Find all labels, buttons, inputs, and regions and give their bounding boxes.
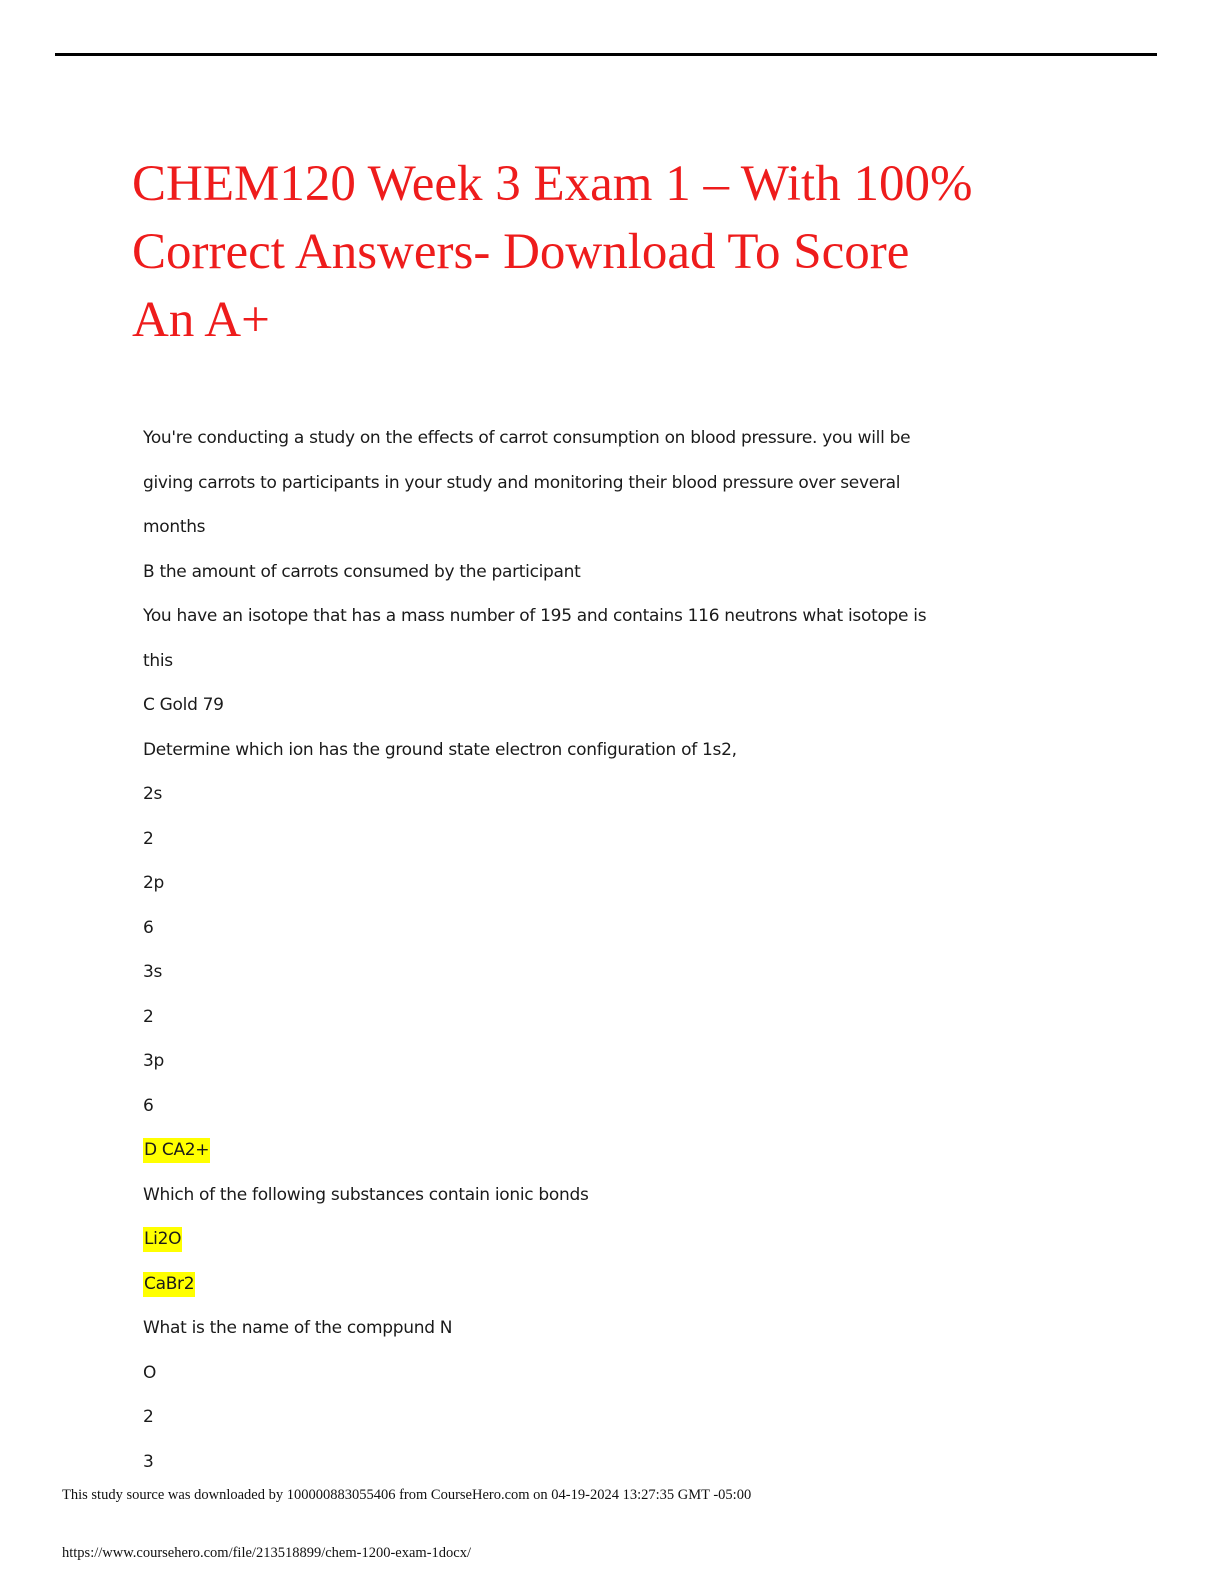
line-text: 3 [143, 1451, 154, 1472]
title-line-2: Correct Answers- Download To Score [132, 224, 910, 280]
line-text: 6 [143, 1095, 154, 1116]
line-text: You have an isotope that has a mass number of 195 and contains 116 neutrons what isotope is [143, 606, 927, 626]
document-line [143, 869, 926, 914]
document-line [143, 558, 926, 603]
top-horizontal-rule [55, 53, 1157, 56]
line-text: O [143, 1362, 157, 1383]
title-line-3: An A+ [132, 292, 270, 348]
question-answer-list [143, 424, 926, 1492]
document-line [143, 1092, 926, 1137]
line-text: Which of the following substances contain ionic bonds [143, 1184, 589, 1205]
line-text: 2 [143, 828, 154, 849]
line-text: You're conducting a study on the effects of carrot consumption on blood pressure. you will be [143, 428, 911, 448]
download-source-notice: This study source was downloaded by 100000883055406 from CourseHero.com on 04-19-2024 13:27:35 GMT -05:00 [62, 1487, 752, 1503]
line-text: 6 [143, 917, 154, 938]
document-line [143, 780, 926, 825]
document-line [143, 424, 926, 469]
document-line [143, 1314, 926, 1359]
document-line [143, 1359, 926, 1404]
document-line [143, 1448, 926, 1493]
line-text: 3p [143, 1051, 165, 1071]
line-text: B the amount of carrots consumed by the participant [143, 561, 581, 582]
document-line [143, 513, 926, 558]
line-text: C Gold 79 [143, 695, 224, 715]
line-text: this [143, 650, 173, 671]
document-line [143, 736, 926, 781]
highlighted-answer-line [143, 1136, 926, 1181]
line-text: months [143, 517, 206, 537]
highlighted-answer-line [143, 1225, 926, 1270]
line-text: Determine which ion has the ground state electron configuration of 1s2, [143, 739, 737, 760]
document-line [143, 1047, 926, 1092]
line-text: CaBr2 [143, 1272, 195, 1297]
line-text: D CA2+ [143, 1138, 210, 1163]
document-line [143, 1003, 926, 1048]
title-line-1: CHEM120 Week 3 Exam 1 – With 100% [132, 156, 973, 212]
line-text: 2 [143, 1407, 154, 1427]
document-line [143, 469, 926, 514]
document-line [143, 647, 926, 692]
document-line [143, 825, 926, 870]
document-line [143, 1181, 926, 1226]
document-line [143, 914, 926, 959]
document-line [143, 958, 926, 1003]
line-text: What is the name of the comppund N [143, 1318, 453, 1338]
source-url: https://www.coursehero.com/file/213518899/chem-1200-exam-1docx/ [62, 1545, 471, 1561]
line-text: 3s [143, 962, 163, 982]
highlighted-answer-line [143, 1270, 926, 1315]
document-title [132, 150, 1092, 354]
document-line [143, 1403, 926, 1448]
document-line [143, 602, 926, 647]
document-line [143, 691, 926, 736]
line-text: 2 [143, 1006, 154, 1027]
line-text: 2s [143, 784, 163, 804]
line-text: giving carrots to participants in your study and monitoring their blood pressure over several [143, 472, 901, 493]
line-text: Li2O [143, 1227, 182, 1252]
line-text: 2p [143, 873, 165, 893]
